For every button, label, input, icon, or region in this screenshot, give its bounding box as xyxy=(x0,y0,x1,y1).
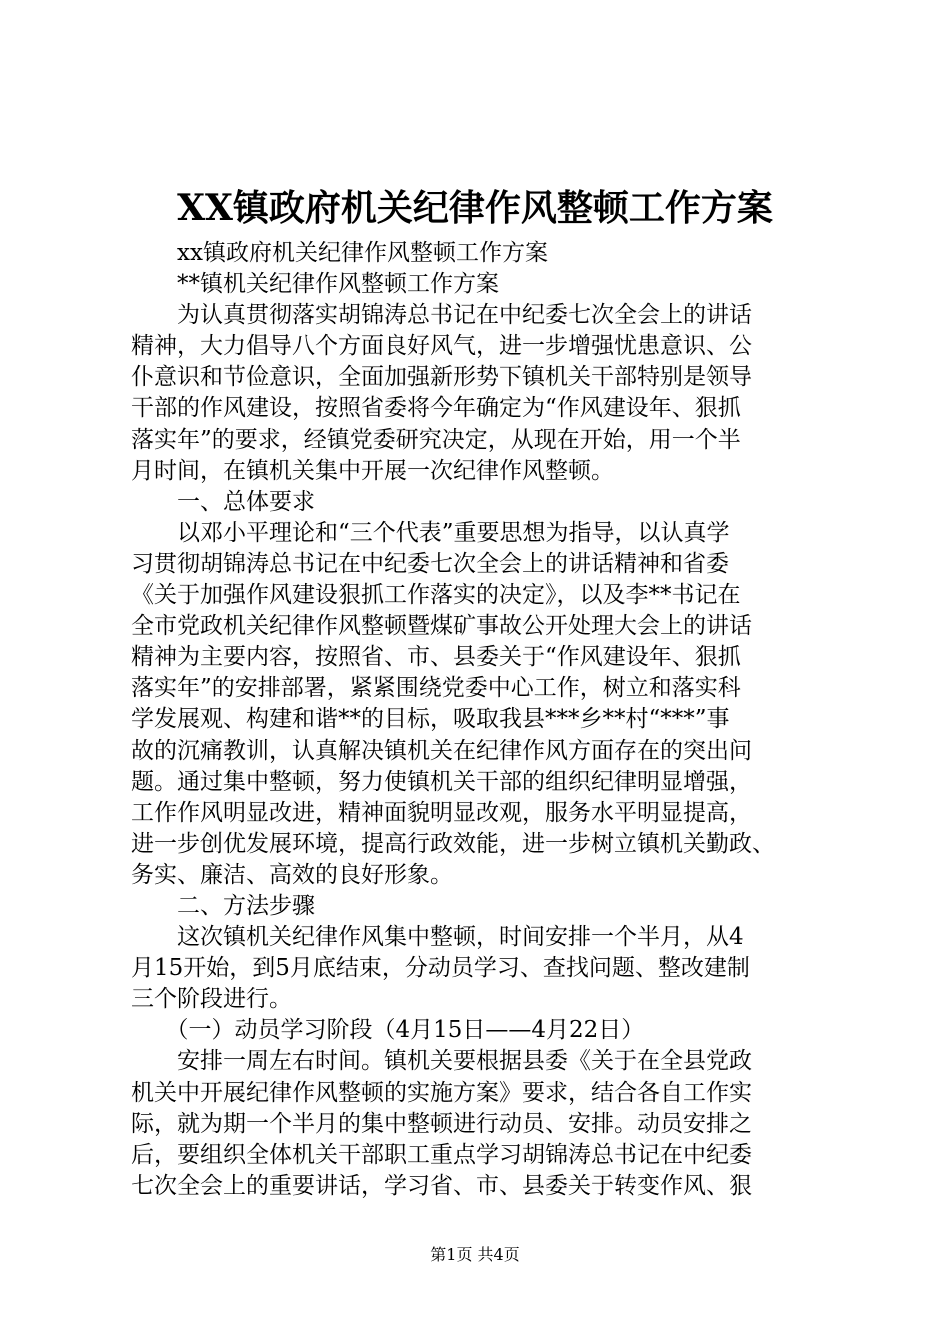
body-line: **镇机关纪律作风整顿工作方案 xyxy=(131,271,499,298)
body-line: 以邓小平理论和“三个代表”重要思想为指导，以认真学 xyxy=(131,519,730,546)
body-line: 月15开始，到5月底结束，分动员学习、查找问题、整改建制 xyxy=(131,955,750,982)
body-line: 务实、廉洁、高效的良好形象。 xyxy=(131,861,453,888)
body-line: 一、总体要求 xyxy=(131,488,315,515)
body-line: 干部的作风建设，按照省委将今年确定为“作风建设年、狠抓 xyxy=(131,395,741,422)
body-line: 《关于加强作风建设狠抓工作落实的决定》，以及李**书记在 xyxy=(131,582,741,609)
body-line: 精神为主要内容，按照省、市、县委关于“作风建设年、狠抓 xyxy=(131,644,741,671)
body-line: 这次镇机关纪律作风集中整顿，时间安排一个半月，从4 xyxy=(131,924,744,951)
body-line: 进一步创优发展环境，提高行政效能，进一步树立镇机关勤政、 xyxy=(131,830,775,857)
body-line: 落实年”的要求，经镇党委研究决定，从现在开始，用一个半 xyxy=(131,426,741,453)
body-line: 际，就为期一个半月的集中整顿进行动员、安排。动员安排之 xyxy=(131,1110,752,1137)
body-line: 七次全会上的重要讲话，学习省、市、县委关于转变作风、狠 xyxy=(131,1172,752,1199)
body-line: 为认真贯彻落实胡锦涛总书记在中纪委七次全会上的讲话 xyxy=(131,302,752,329)
body-line: xx镇政府机关纪律作风整顿工作方案 xyxy=(131,240,548,266)
body-line: （一）动员学习阶段（4月15日——4月22日） xyxy=(131,1017,645,1044)
body-line: 工作作风明显改进，精神面貌明显改观，服务水平明显提高， xyxy=(131,799,752,826)
page-footer: 第1页 共4页 xyxy=(430,1245,520,1264)
document-title: XX镇政府机关纪律作风整顿工作方案 xyxy=(177,187,773,229)
body-line: 月时间，在镇机关集中开展一次纪律作风整顿。 xyxy=(131,457,614,484)
body-line: 落实年”的安排部署，紧紧围绕党委中心工作，树立和落实科 xyxy=(131,675,741,702)
body-line: 安排一周左右时间。镇机关要根据县委《关于在全县党政 xyxy=(131,1048,752,1075)
document-body xyxy=(131,238,843,1202)
body-line: 后，要组织全体机关干部职工重点学习胡锦涛总书记在中纪委 xyxy=(131,1141,752,1168)
body-line: 机关中开展纪律作风整顿的实施方案》要求，结合各自工作实 xyxy=(131,1079,752,1106)
body-line: 习贯彻胡锦涛总书记在中纪委七次全会上的讲话精神和省委 xyxy=(131,550,729,577)
body-line: 题。通过集中整顿，努力使镇机关干部的组织纪律明显增强， xyxy=(131,768,752,795)
body-line: 精神，大力倡导八个方面良好风气，进一步增强忧患意识、公 xyxy=(131,333,752,360)
body-line: 二、方法步骤 xyxy=(131,892,315,919)
body-line: 全市党政机关纪律作风整顿暨煤矿事故公开处理大会上的讲话 xyxy=(131,613,752,640)
body-line: 三个阶段进行。 xyxy=(131,986,292,1013)
body-line: 故的沉痛教训，认真解决镇机关在纪律作风方面存在的突出问 xyxy=(131,737,752,764)
body-line: 仆意识和节俭意识，全面加强新形势下镇机关干部特别是领导 xyxy=(131,364,752,391)
body-line: 学发展观、构建和谐**的目标，吸取我县***乡**村“***”事 xyxy=(131,706,730,733)
